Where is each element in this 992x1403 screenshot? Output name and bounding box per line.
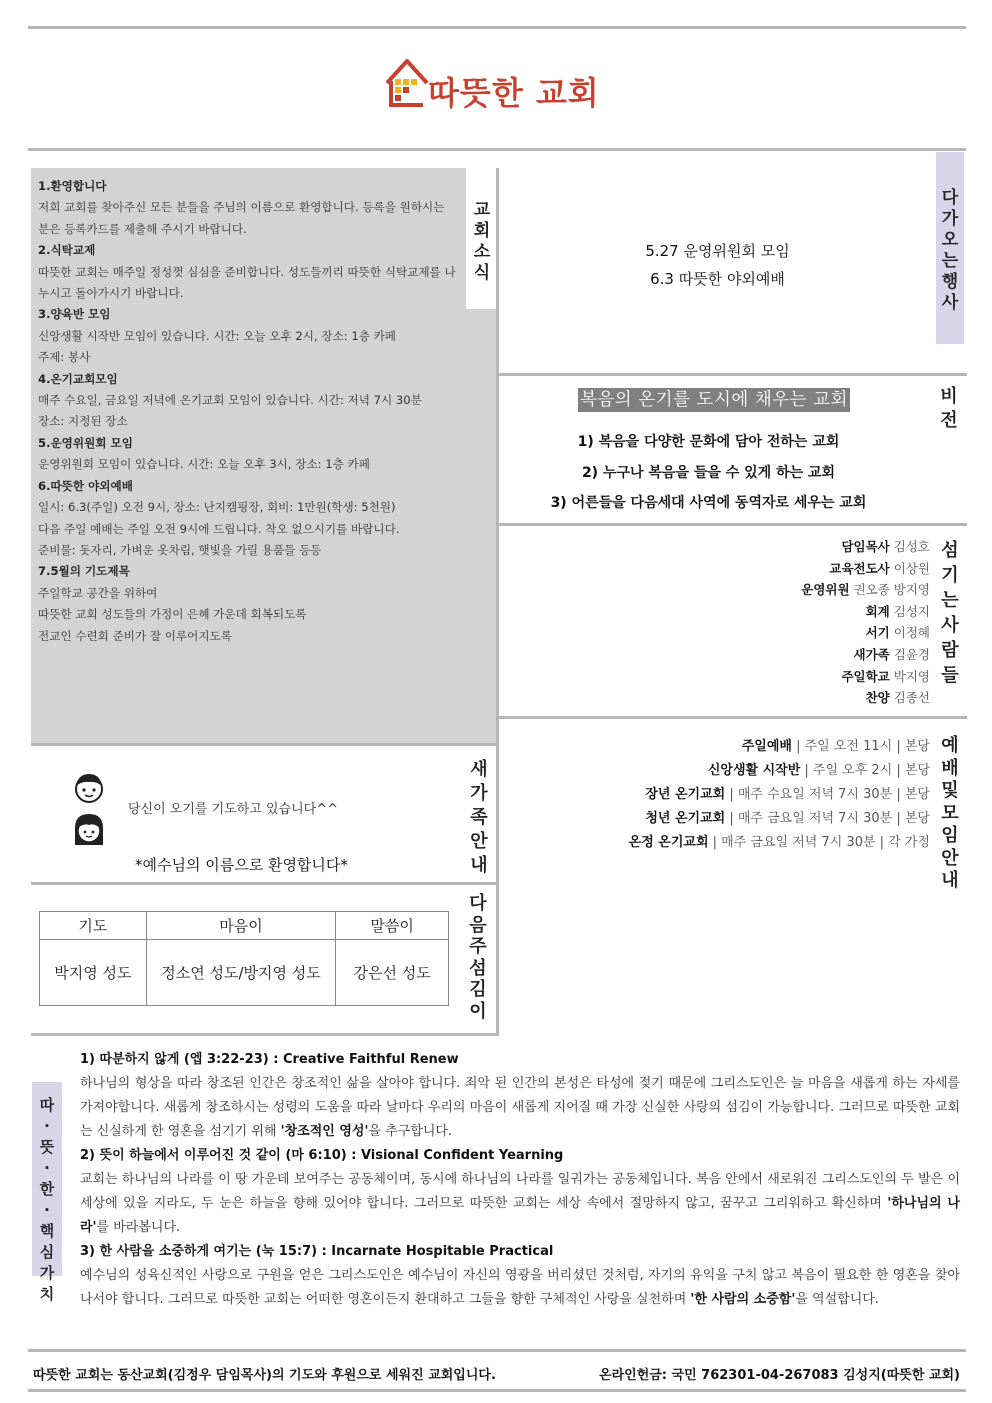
staff-row [600,558,930,580]
serve-cell: 강은선 성도 [336,940,449,1006]
worship-name: 주일예배 [741,739,792,754]
vertical-label-char: 가 [470,783,488,804]
staff-name: 김윤경 [893,646,930,662]
upcoming-events-list [500,237,935,293]
staff-role: 교육전도사 [829,560,890,576]
vertical-label-char: 한 [39,1180,55,1198]
vertical-label-char: 배 [941,757,959,779]
vertical-label-char: 임 [941,825,959,846]
staff-name: 이상원 [893,560,930,576]
worship-row [560,735,930,759]
vertical-label-char: 이 [469,1000,487,1022]
worship-detail: | 주일 오후 2시 | 본당 [800,763,930,778]
vertical-label-char: 전 [940,410,958,431]
vision-item: 3) 어른들을 다음세대 사역에 동역자로 세우는 교회 [550,495,867,511]
worship-label [938,735,962,893]
vertical-label-char: 람 [941,640,959,661]
worship-row [560,807,930,831]
core-value-body [80,1168,960,1240]
serve-rule [31,1033,499,1036]
core-value-body [80,1264,960,1312]
worship-detail: | 주일 오전 11시 | 본당 [791,739,930,754]
vertical-label-char: 사 [941,293,959,313]
worship-name: 청년 온기교회 [645,811,726,826]
worship-name: 온정 온기교회 [628,835,709,850]
vertical-label-char: 따 [39,1096,55,1114]
church-news-label [471,200,493,284]
worship-row [560,831,930,855]
footer-sponsor-note: 따뜻한 교회는 동산교회(김정우 담임목사)의 기도와 후원으로 세워진 교회입니다. [33,1368,496,1383]
worship-row [560,783,930,807]
core-value-heading: 3) 한 사람을 소중하게 여기는 (눅 15:7) : Incarnate Hospitable Practical [80,1244,554,1259]
header-rule [28,148,966,151]
vertical-label-char: 안 [941,847,959,869]
boy-face-icon [72,771,106,805]
serve-header-cell: 마음이 [146,912,336,940]
next-week-servers-label [466,893,490,1022]
vertical-label-char: 는 [941,251,959,271]
vertical-label-char: 섬 [941,540,959,561]
vertical-label-char: 오 [941,230,959,250]
staff-name: 박지영 [893,668,930,684]
top-rule [28,26,966,29]
staff-row [600,601,930,623]
news-item-title: 5.운영위원회 모임 [38,435,133,450]
vertical-label-char: 식 [473,263,491,283]
vertical-label-char: 비 [940,386,958,407]
vertical-label-char: 음 [469,914,487,936]
vertical-label-char: 소 [473,242,491,262]
vertical-label-char: 섬 [469,957,487,979]
news-item-text: 따뜻한 교회 성도들의 가정이 은혜 가운데 회복되도록 [38,607,307,622]
staff-name: 김성호 [893,539,930,554]
vision-title: 복음의 온기를 도시에 채우는 교회 [580,390,848,410]
news-item-text: 주제: 봉사 [38,350,91,365]
newcomer-label [467,758,491,878]
core-value-body [80,1072,960,1144]
news-item-text: 다음 주일 예배는 주일 오전 9시에 드립니다. 착오 없으시기를 바랍니다. [38,521,400,536]
vertical-label-char: 심 [39,1243,55,1261]
vertical-label-char: · [44,1159,50,1177]
news-item-text: 준비물: 돗자리, 가벼운 옷차림, 햇빛을 가릴 용품들 등등 [38,542,322,557]
vertical-label-char: 김 [469,979,487,1000]
vertical-label-char: 회 [473,221,491,241]
staff-label [938,538,962,688]
news-item-text: 따뜻한 교회는 매주일 정성껏 심심을 준비합니다. 성도들끼리 따뜻한 식탁교제를 나누시고 돌아가시기 바랍니다. [38,264,456,301]
event-item: 5.27 운영위원회 모임 [645,242,790,260]
core-value-tail: 를 바라봅니다. [96,1220,181,1235]
vertical-label-char: 들 [941,665,959,686]
news-item-text: 주일학교 공간을 위하여 [38,585,158,600]
news-item-text: 저희 교회를 찾아주신 모든 분들을 주님의 이름으로 환영합니다. 등록을 원하시는 분은 등록카드를 제출해 주시기 바랍니다. [38,200,445,236]
vertical-label-char: 교 [473,200,491,220]
vertical-label-char: 및 [941,780,959,801]
vertical-label-char: · [44,1201,50,1219]
worship-detail: | 매주 금요일 저녁 7시 30분 | 각 가정 [708,835,930,850]
news-item-title: 2.식탁교제 [38,243,96,258]
girl-face-icon [70,811,108,849]
core-value-emphasis: '한 사람의 소중함' [690,1292,796,1307]
bottom-rule [28,1389,966,1392]
core-value-tail: 을 역설합니다. [795,1292,879,1307]
vision-rule [499,523,967,526]
vertical-label-char: 가 [39,1264,55,1282]
news-item-text: 신앙생활 시작반 모임이 있습니다. 시간: 오늘 오후 2시, 장소: 1층 카페 [38,328,396,343]
news-item-text: 전교인 수련회 준비가 잘 이루어지도록 [38,628,232,643]
news-item-title: 1.환영합니다 [38,179,107,193]
vertical-label-char: 예 [941,735,959,756]
footer-rule [28,1349,966,1352]
staff-role: 서기 [865,625,890,641]
staff-role: 운영위원 [801,582,850,598]
footer-offering-account: 온라인헌금: 국민 762301-04-267083 김성지(따뜻한 교회) [599,1368,960,1383]
newcomer-welcome: *예수님의 이름으로 환영합니다* [135,856,348,874]
staff-row [600,666,930,688]
news-item-text: 일시: 6.3(주일) 오전 9시, 장소: 난지캠핑장, 회비: 1만원(학생: 5천원) [38,500,396,515]
core-values-section [80,1048,960,1312]
serve-cell: 박지영 성도 [40,940,147,1006]
serve-header-cell: 말씀이 [336,912,449,940]
staff-row [600,644,930,666]
serve-table-row [40,940,449,1006]
staff-row [600,579,930,601]
newcomer-message: 당신이 오기를 기도하고 있습니다^^ [128,802,338,817]
news-bottom-rule [31,743,499,746]
newcomer-rule [31,882,499,885]
worship-detail: | 매주 수요일 저녁 7시 30분 | 본당 [725,787,930,802]
vertical-label-char: 핵 [39,1222,55,1240]
vertical-label-char: 다 [469,893,487,914]
vertical-label-char: 가 [941,209,959,229]
center-divider [496,168,499,1034]
news-item-title: 7.5월의 기도제목 [38,564,130,579]
vertical-label-char: 행 [941,272,959,292]
vision-list [500,427,960,519]
news-item-text: 매주 수요일, 금요일 저녁에 온기교회 모임이 있습니다. 시간: 저녁 7시 30분 [38,393,422,408]
core-values-label [35,1095,59,1305]
vertical-label-char: 치 [39,1285,55,1303]
worship-row [560,759,930,783]
staff-name: 권오종 방지영 [853,582,930,598]
core-value-tail: 을 추구합니다. [368,1124,453,1139]
staff-row [600,622,930,644]
vertical-label-char: 모 [941,802,959,824]
core-value-heading: 1) 따분하지 않게 (엡 3:22-23) : Creative Faithful Renew [80,1052,459,1067]
serve-table-header-row [40,912,449,940]
vertical-label-char: · [44,1117,50,1135]
vertical-label-char: 내 [470,855,488,876]
vertical-label-char: 기 [941,565,959,586]
core-value-heading: 2) 뜻이 하늘에서 이루어진 것 같이 (마 6:10) : Visional Confident Yearning [80,1148,564,1163]
staff-list [600,536,930,709]
vertical-label-char: 사 [941,615,959,636]
worship-detail: | 매주 금요일 저녁 7시 30분 | 본당 [725,811,930,826]
vertical-label-char: 내 [941,870,959,891]
core-value-emphasis: '창조적인 영성' [280,1124,369,1139]
serve-cell: 정소연 성도/방지영 성도 [146,940,336,1006]
vision-item: 2) 누구나 복음을 들을 수 있게 하는 교회 [581,464,836,481]
church-news-list [38,176,458,647]
news-item-title: 3.양육반 모임 [38,307,111,322]
vertical-label-char: 새 [470,759,488,780]
staff-role: 찬양 [865,690,890,706]
vertical-label-char: 족 [470,807,488,828]
core-value-emphasis: '하나님의 나라' [80,1196,960,1235]
core-value-text: 예수님의 성육신적인 사랑으로 구원을 얻은 그리스도인은 예수님이 자신의 영광을 버리셨던 것처럼, 자기의 유익을 구치 않고 복음이 필요한 한 영혼을 찾아 나서야 합니다. 그러므로 따뜻한 교회는 어떠한 영혼이든지 환대하고 그들을 향한 구체적인 사랑을 실천하며 [80,1268,960,1307]
staff-row [600,687,930,709]
worship-schedule [560,735,930,855]
vision-label [937,385,961,433]
vertical-label-char: 다 [941,188,959,208]
news-item-title: 4.온기교회모임 [38,371,118,386]
staff-name: 이정혜 [893,625,930,641]
core-value-text: 하나님의 형상을 따라 창조된 인간은 창조적인 삶을 살아야 합니다. 죄악 된 인간의 본성은 타성에 젖기 때문에 그리스도인은 늘 마음을 새롭게 하는 자세를 가져야합니다. 새롭게 창조하시는 성령의 도움을 따라 날마다 우리의 마음이 새롭게 지어질 때 가장 신실한 사랑의 섬김이 가능합니다. 그러므로 따뜻한 교회는 신실하게 한 영혼을 섬기기 위해 [80,1076,960,1139]
staff-rule [499,716,967,719]
vertical-label-char: 뜻 [39,1138,55,1156]
staff-name: 김성지 [893,603,930,619]
logo-text: 따뜻한 교회 [428,74,600,112]
vertical-label-char: 안 [470,831,488,852]
upcoming-events-label [939,188,961,314]
staff-row [600,536,930,558]
vertical-label-char: 주 [469,936,487,957]
staff-role: 주일학교 [841,668,890,684]
worship-name: 장년 온기교회 [645,787,726,802]
news-item-title: 6.따뜻한 야외예배 [38,478,133,493]
events-rule [499,373,967,376]
vision-item: 1) 복음을 다양한 문화에 담아 전하는 교회 [577,434,840,450]
staff-name: 김종선 [893,690,930,706]
vertical-label-char: 는 [941,590,959,611]
staff-role: 담임목사 [841,539,890,554]
church-news-panel-extension [466,309,496,743]
staff-role: 새가족 [853,646,890,662]
news-item-text: 장소: 지정된 장소 [38,414,128,429]
event-item: 6.3 따뜻한 야외예배 [650,270,785,288]
serve-table [39,911,449,1006]
staff-role: 회계 [865,603,890,619]
news-item-text: 운영위원회 모임이 있습니다. 시간: 오늘 오후 3시, 장소: 1층 카페 [38,457,370,472]
worship-name: 신앙생활 시작반 [707,763,801,778]
core-value-text: 교회는 하나님의 나라를 이 땅 가운데 보여주는 공동체이며, 동시에 하나님의 나라를 일궈가는 공동체입니다. 복음 안에서 새로워진 그리스도인의 두 발은 이 세상에 있을 지라도, 두 눈은 하늘을 향해 있어야 합니다. 그러므로 따뜻한 교회는 세상 속에서 절망하지 않고, 꿈꾸고 그리워하고 확신하며 [80,1172,960,1211]
serve-header-cell: 기도 [40,912,147,940]
